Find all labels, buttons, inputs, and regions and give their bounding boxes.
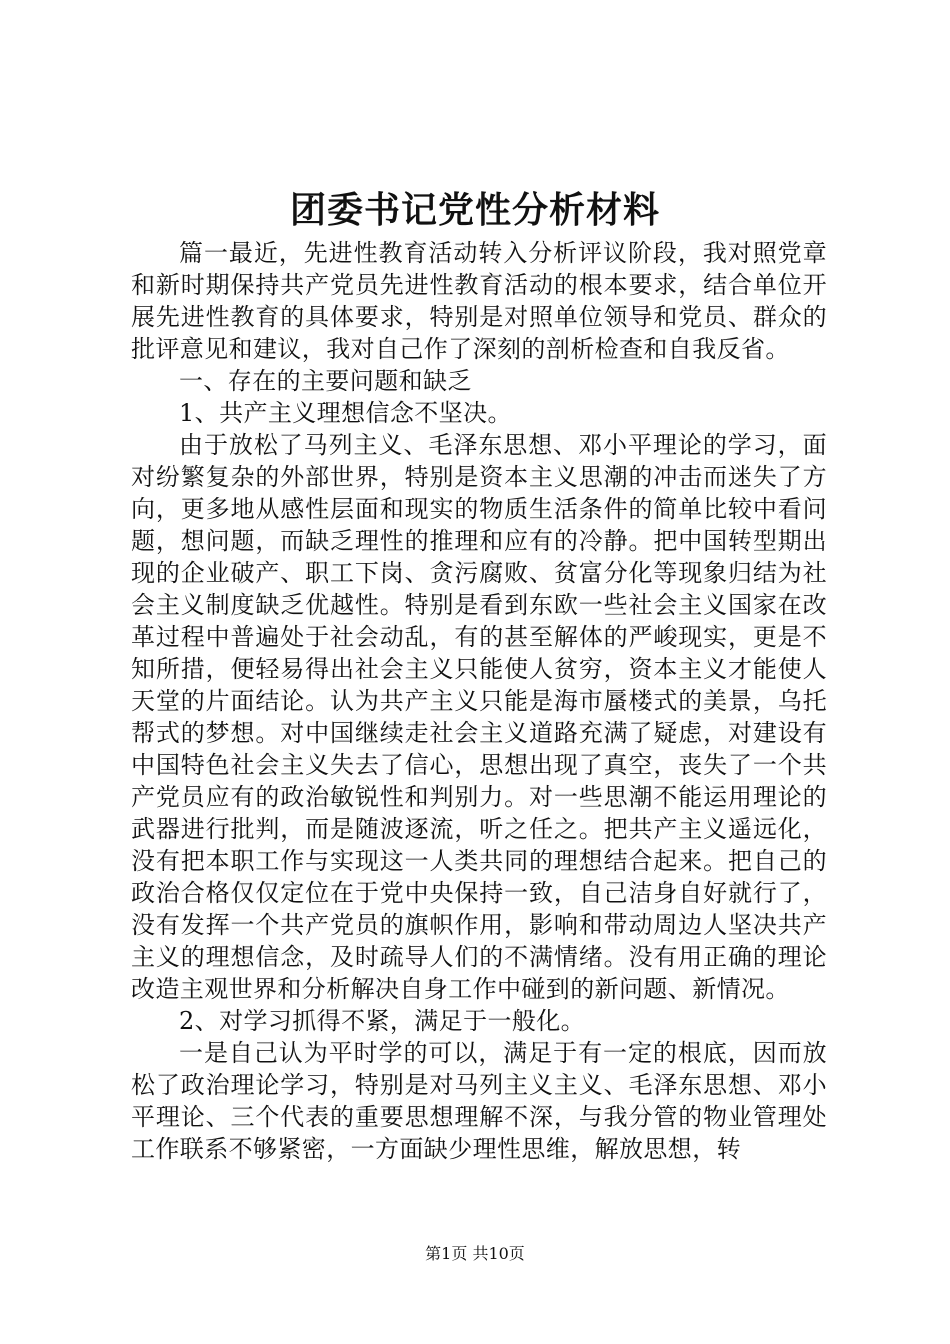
section-heading-problems: 一、存在的主要问题和缺乏 [179,367,472,395]
document-title: 团委书记党性分析材料 [289,189,660,231]
paragraph-intro: 篇一最近，先进性教育活动转入分析评议阶段，我对照党章和新时期保持共产党员先进性教育活动的根本要求，结合单位开展先进性教育的具体要求，特别是对照单位领导和党员、群众的批评意见和建议，我对自己作了深刻的剖析检查和自我反省。 [131,239,827,363]
paragraph-study: 一是自己认为平时学的可以，满足于有一定的根底，因而放松了政治理论学习，特别是对马列主义主义、毛泽东思想、邓小平理论、三个代表的重要思想理解不深，与我分管的物业管理处工作联系不够紧密，一方面缺少理性思维，解放思想，转 [131,1039,827,1163]
paragraph-ideals: 由于放松了马列主义、毛泽东思想、邓小平理论的学习，面对纷繁复杂的外部世界，特别是资本主义思潮的冲击而迷失了方向，更多地从感性层面和现实的物质生活条件的简单比较中看问题，想问题，而缺乏理性的推理和应有的冷静。把中国转型期出现的企业破产、职工下岗、贪污腐败、贫富分化等现象归结为社会主义制度缺乏优越性。特别是看到东欧一些社会主义国家在改革过程中普遍处于社会动乱，有的甚至解体的严峻现实，更是不知所措，便轻易得出社会主义只能使人贫穷，资本主义才能使人天堂的片面结论。认为共产主义只能是海市蜃楼式的美景，乌托帮式的梦想。对中国继续走社会主义道路充满了疑虑，对建设有中国特色社会主义失去了信心，思想出现了真空，丧失了一个共产党员应有的政治敏锐性和判别力。对一些思潮不能运用理论的武器进行批判，而是随波逐流，听之任之。把共产主义遥远化，没有把本职工作与实现这一人类共同的理想结合起来。把自己的政治合格仅仅定位在于党中央保持一致，自己洁身自好就行了，没有发挥一个共产党员的旗帜作用，影响和带动周边人坚决共产主义的理想信念，及时疏导人们的不满情绪。没有用正确的理论改造主观世界和分析解决自身工作中碰到的新问题、新情况。 [131,431,827,1003]
page-number-footer: 第1页 共10页 [425,1244,525,1263]
document-body [131,237,827,1165]
subheading-ideals: 1、共产主义理想信念不坚决。 [179,399,512,427]
subheading-study: 2、对学习抓得不紧，满足于一般化。 [179,1007,586,1035]
